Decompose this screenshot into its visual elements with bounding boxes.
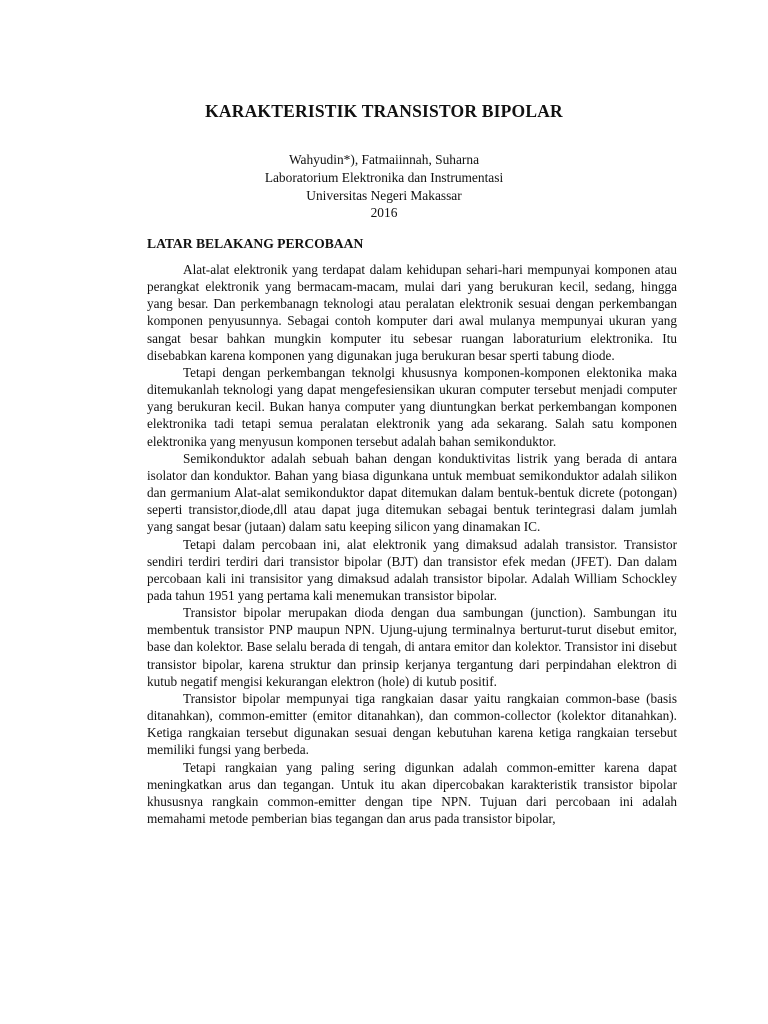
author-university: Universitas Negeri Makassar [306,187,462,203]
section-body [147,261,677,827]
paragraph: Tetapi dengan perkembangan teknolgi khususnya komponen-komponen elektonika maka ditemukanlah teknologi yang dapat mengefesiensikan ukuran computer tersebut menjadi computer yang berukuran kecil. Bukan hanya computer yang diuntungkan berkat perkembangan komponen elektronika tadi tetapi semua peralatan elektronik yang ada sekarang. Salah satu komponen elektronika yang menyusun komponen tersebut adalah bahan semikonduktor. [147,364,677,449]
document-title: KARAKTERISTIK TRANSISTOR BIPOLAR [205,101,563,121]
paragraph: Semikonduktor adalah sebuah bahan dengan konduktivitas listrik yang berada di antara isolator dan konduktor. Bahan yang biasa digunkana untuk membuat semikonduktor adalah silikon dan germanium Alat-alat semikonduktor dapat ditemukan dalam bentuk-bentuk dicrete (potongan) seperti transistor,diode,dll atau dapat juga ditemukan sebagai bentuk terintegrasi dalam jumlah yang sangat besar (jutaan) dalam satu keeping silicon yang dinamakan IC. [147,450,677,535]
paragraph: Tetapi dalam percobaan ini, alat elektronik yang dimaksud adalah transistor. Transistor sendiri terdiri terdiri dari transistor bipolar (BJT) dan transistor efek medan (JFET). Dan dalam percobaan kali ini transisitor yang dimaksud adalah transistor bipolar. Adalah William Schockley pada tahun 1951 yang pertama kali menemukan transistor bipolar. [147,536,677,603]
section-heading: LATAR BELAKANG PERCOBAAN [147,236,364,251]
author-block [0,151,768,222]
publication-year: 2016 [370,205,398,221]
author-affiliation: Laboratorium Elektronika dan Instrumentasi [264,169,504,185]
paragraph: Alat-alat elektronik yang terdapat dalam kehidupan sehari-hari mempunyai komponen atau perangkat elektronik yang bermacam-macam, mulai dari yang berukuran kecil, sedang, hingga yang besar. Dan perkembanagn teknologi atau peralatan elektronik sesuai dengan perkembangan komponen penyusunnya. Sebagai contoh komputer dari awal mulanya mempunyai ukuran yang sangat besar bahkan mungkin komputer itu sebesar ruangan laboraturium elektronika. Itu disebabkan karena komponen yang digunakan juga berukuran besar sperti tabung diode. [147,262,677,363]
paragraph: Tetapi rangkaian yang paling sering digunkan adalah common-emitter karena dapat meningkatkan arus dan tegangan. Untuk itu akan dipercobakan karakteristik transistor bipolar khususnya rangkain common-emitter dengan tipe NPN. Tujuan dari percobaan ini adalah memahami metode pemberian bias tegangan dan arus pada transistor bipolar, [147,759,677,826]
author-names: Wahyudin*), Fatmaiinnah, Suharna [288,152,480,167]
paragraph: Transistor bipolar mempunyai tiga rangkaian dasar yaitu rangkaian common-base (basis ditanahkan), common-emitter (emitor ditanahkan), dan common-collector (kolektor ditanahkan). Ketiga rangkaian tersebut digunakan sesuai dengan kebutuhan karena ketiga rangkaian tersebut memiliki fungsi yang berbeda. [147,690,677,758]
paragraph: Transistor bipolar merupakan dioda dengan dua sambungan (junction). Sambungan itu membentuk transistor PNP maupun NPN. Ujung-ujung terminalnya berturut-turut disebut emitor, base dan kolektor. Base selalu berada di tengah, di antara emitor dan kolektor. Transistor ini disebut transistor bipolar, karena struktur dan prinsip kerjanya tergantung dari perpindahan elektron di kutub negatif mengisi kekurangan elektron (hole) di kutub positif. [147,605,677,689]
